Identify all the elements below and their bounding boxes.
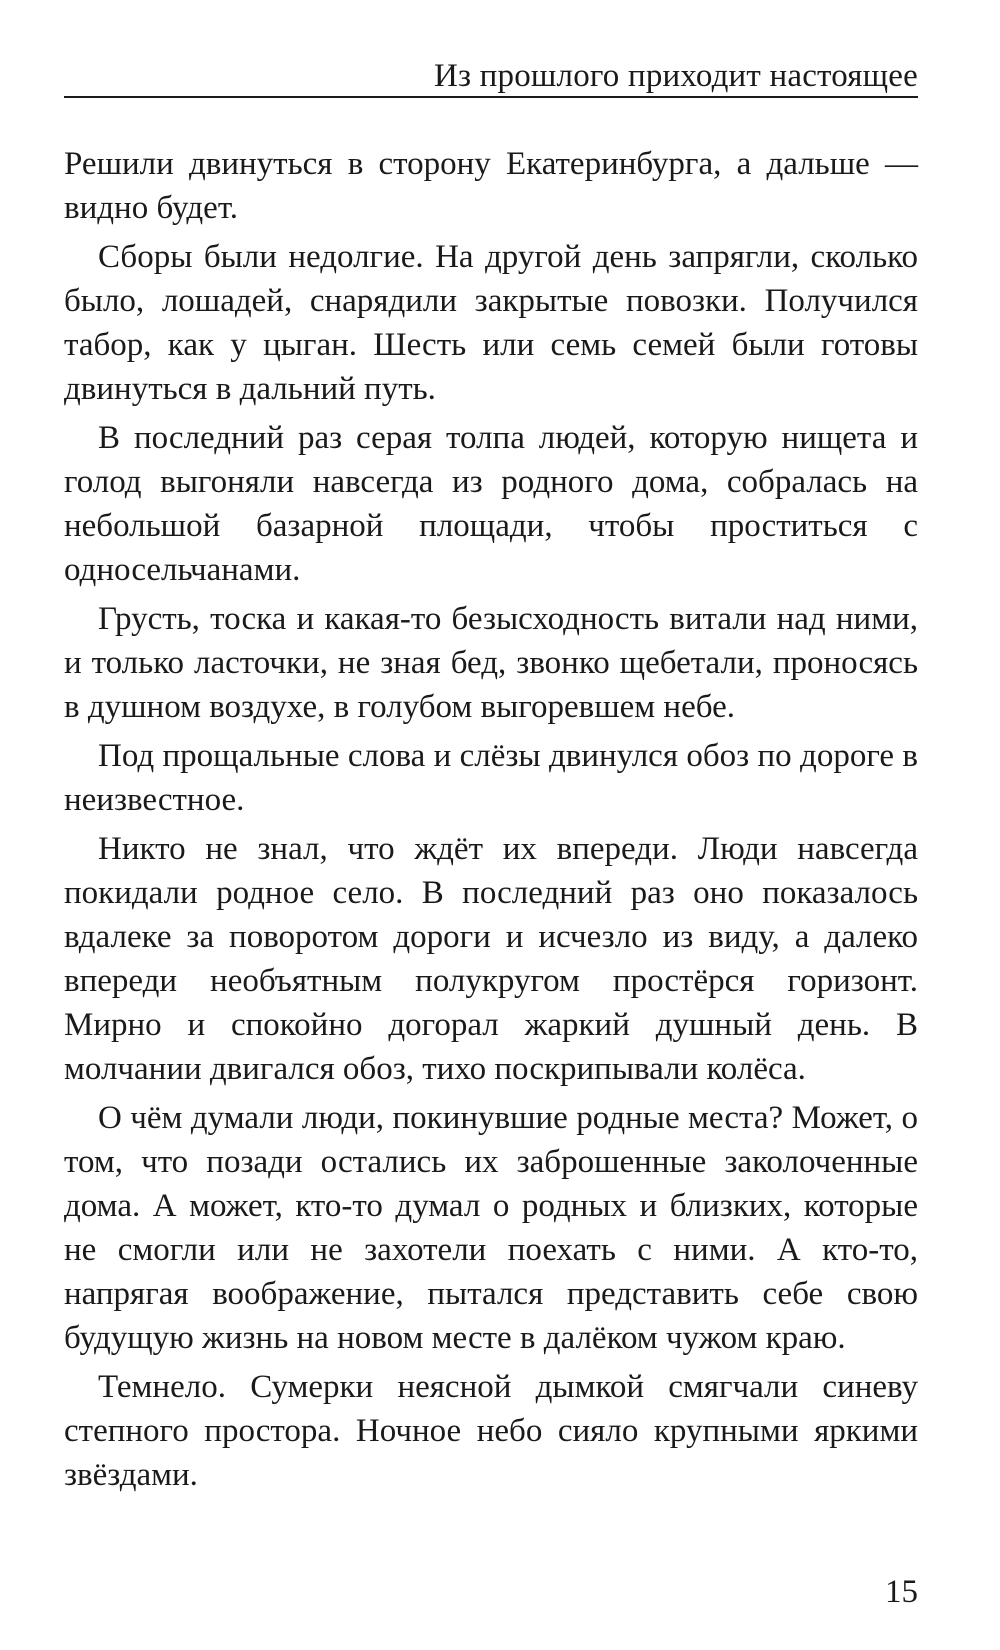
paragraph-4: Грусть, тоска и какая-то безысходность витали над ними, и только ласточки, не зная бед, звонко щебетали, проносясь в душном воздухе, в голубом выгоревшем небе.	[64, 601, 918, 725]
paragraph-3: В последний раз серая толпа людей, которую нищета и голод выгоняли навсегда из родного дома, собралась на небольшой базарной площади, чтобы проститься с односельчанами.	[64, 420, 918, 588]
page-number: 15	[885, 1574, 918, 1610]
paragraph-6: Никто не знал, что ждёт их впереди. Люди навсегда покидали родное село. В последний раз оно показалось вдалеке за поворотом дороги и исчезло из виду, а далеко впереди необъятным полукругом простёрся горизонт. Мирно и спокойно догорал жаркий душный день. В молчании двигался обоз, тихо поскрипывали колёса.	[64, 831, 918, 1087]
paragraph-8: Темнело. Сумерки неясной дымкой смягчали синеву степного простора. Ночное небо сияло крупными яркими звёздами.	[64, 1369, 918, 1493]
paragraph-2: Сборы были недолгие. На другой день запрягли, сколько было, лошадей, снарядили закрытые повозки. Получился табор, как у цыган. Шесть или семь семей были готовы двинуться в дальний путь.	[64, 239, 918, 407]
paragraph-5: Под прощальные слова и слёзы двинулся обоз по дороге в неизвестное.	[64, 738, 918, 818]
paragraph-7: О чём думали люди, покинувшие родные места? Может, о том, что позади остались их заброшенные заколоченные дома. А может, кто-то думал о родных и близких, которые не смогли или не захотели поехать с ними. А кто-то, напрягая воображение, пытался представить себе свою будущую жизнь на новом месте в далёком чужом краю.	[64, 1100, 918, 1356]
running-header-title: Из прошлого приходит настоящее	[433, 58, 918, 94]
header-rule	[64, 96, 918, 98]
paragraph-1: Решили двинуться в сторону Екатеринбурга, а дальше — видно будет.	[64, 146, 918, 226]
body-text	[64, 142, 918, 1502]
